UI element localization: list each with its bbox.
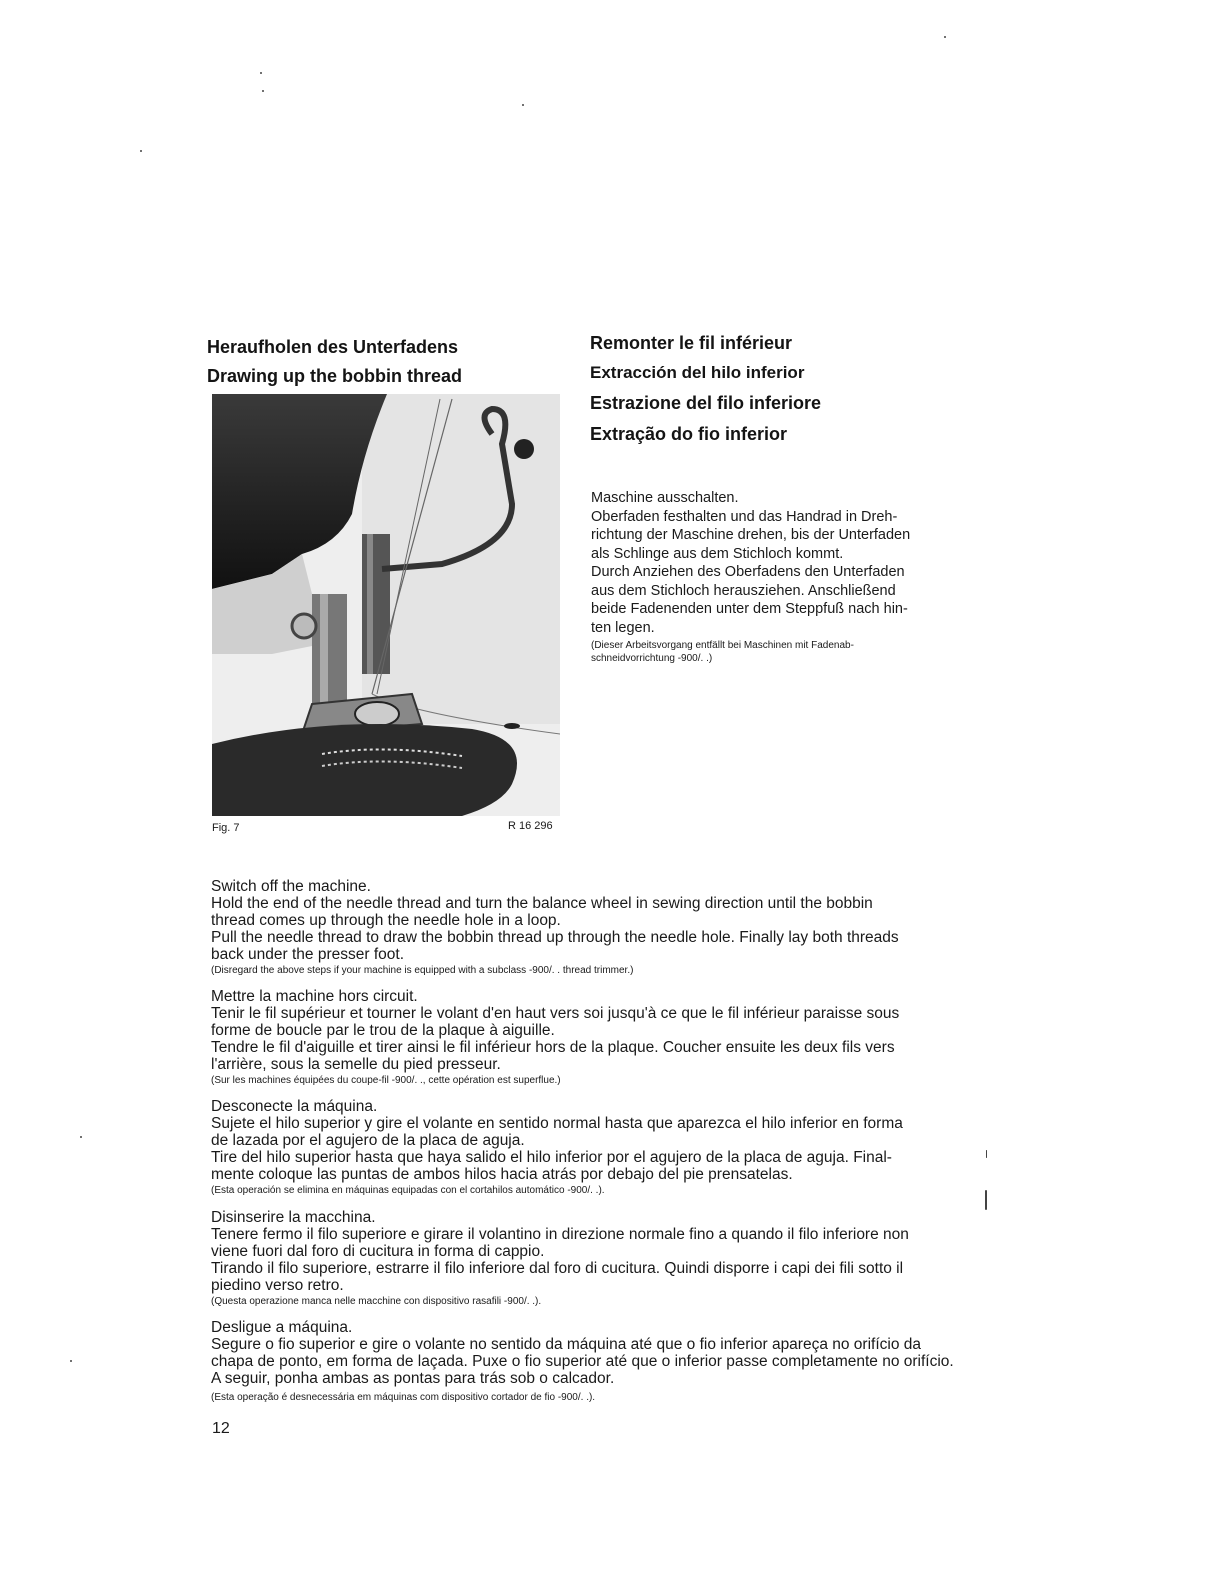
italian-line: Disinserire la macchina. — [211, 1209, 376, 1226]
heading-portuguese: Extração do fio inferior — [590, 424, 788, 444]
french-line: l'arrière, sous la semelle du pied presseur. — [211, 1056, 501, 1073]
scan-speck — [140, 150, 142, 152]
heading-english: Drawing up the bobbin thread — [207, 366, 462, 386]
portuguese-note: (Esta operação é desnecessária em máquinas com dispositivo cortador de fio -900/. .). — [211, 1392, 596, 1403]
english-instructions — [211, 878, 971, 977]
figure-reference: R 16 296 — [508, 820, 553, 832]
german-line: Maschine ausschalten. — [591, 490, 739, 506]
heading-french: Remonter le fil inférieur — [590, 333, 793, 353]
english-line: back under the presser foot. — [211, 946, 405, 963]
portuguese-instructions — [211, 1319, 971, 1404]
french-line: Tendre le fil d'aiguille et tirer ainsi le fil inférieur hors de la plaque. Coucher ensuite les deux fils vers — [211, 1039, 895, 1056]
spanish-line: Sujete el hilo superior y gire el volante en sentido normal hasta que aparezca el hilo inferior en forma — [211, 1115, 903, 1132]
figure-caption: Fig. 7 — [212, 822, 240, 834]
german-line: aus dem Stichloch herausziehen. Anschließend — [591, 582, 896, 599]
english-note: (Disregard the above steps if your machine is equipped with a subclass -900/. . thread trimmer.) — [211, 965, 634, 976]
german-line: richtung der Maschine drehen, bis der Unterfaden — [591, 527, 911, 543]
scan-speck — [944, 36, 946, 38]
german-line: beide Fadenenden unter dem Steppfuß nach hin- — [591, 601, 908, 617]
figure-photo — [212, 394, 560, 816]
german-note: schneidvorrichtung -900/. .) — [591, 652, 713, 664]
french-line: Tenir le fil supérieur et tourner le volant d'en haut vers soi jusqu'à ce que le fil inférieur paraisse sous — [211, 1005, 900, 1022]
sewing-machine-illustration — [212, 394, 560, 816]
portuguese-line: chapa de ponto, em forma de laçada. Puxe o fio superior até que o inferior passe completamente no orifício. — [211, 1353, 954, 1370]
portuguese-line: Segure o fio superior e gire o volante no sentido da máquina até que o fio inferior apareça no orifício da — [211, 1336, 922, 1353]
italian-line: viene fuori dal foro di cucitura in forma di cappio. — [211, 1243, 545, 1260]
italian-note: (Questa operazione manca nelle macchine con dispositivo rasafili -900/. .). — [211, 1296, 542, 1307]
french-line: Mettre la machine hors circuit. — [211, 988, 418, 1005]
french-instructions — [211, 988, 971, 1087]
scan-speck — [260, 72, 262, 74]
french-line: forme de boucle par le trou de la plaque à aiguille. — [211, 1022, 555, 1039]
spanish-line: mente coloque las puntas de ambos hilos hacia atrás por debajo del pie prensatelas. — [211, 1166, 793, 1183]
english-line: thread comes up through the needle hole in a loop. — [211, 912, 561, 929]
spanish-line: de lazada por el agujero de la placa de aguja. — [211, 1132, 525, 1149]
english-line: Pull the needle thread to draw the bobbin thread up through the needle hole. Finally lay both threads — [211, 929, 899, 946]
spanish-note: (Esta operación se elimina en máquinas equipadas con el cortahilos automático -900/. .). — [211, 1185, 605, 1196]
spanish-line: Desconecte la máquina. — [211, 1098, 378, 1115]
scan-speck — [262, 90, 264, 92]
portuguese-line: A seguir, ponha ambas as pontas para trás sob o calcador. — [211, 1370, 615, 1387]
heading-german: Heraufholen des Unterfadens — [207, 337, 459, 357]
german-note: (Dieser Arbeitsvorgang entfällt bei Maschinen mit Fadenab- — [591, 640, 854, 651]
scan-speck — [985, 1190, 987, 1210]
italian-instructions — [211, 1209, 971, 1308]
spanish-line: Tire del hilo superior hasta que haya salido el hilo inferior por el agujero de la placa de aguja. Final- — [211, 1149, 892, 1166]
german-line: ten legen. — [591, 619, 655, 636]
page-number: 12 — [212, 1420, 230, 1437]
scan-speck — [80, 1136, 82, 1138]
scan-speck — [522, 104, 524, 106]
french-note: (Sur les machines équipées du coupe-fil -900/. ., cette opération est superflue.) — [211, 1075, 561, 1086]
italian-line: Tenere fermo il filo superiore e girare il volantino in direzione normale fino a quando il filo inferiore non — [211, 1226, 909, 1243]
german-line: Durch Anziehen des Oberfadens den Unterfaden — [591, 564, 905, 580]
german-line: als Schlinge aus dem Stichloch kommt. — [591, 545, 844, 562]
german-line: Oberfaden festhalten und das Handrad in Dreh- — [591, 508, 898, 525]
scan-speck — [986, 1150, 987, 1158]
heading-spanish: Extracción del hilo inferior — [590, 363, 805, 382]
italian-line: piedino verso retro. — [211, 1277, 344, 1294]
heading-italian: Estrazione del filo inferiore — [590, 393, 822, 413]
german-instructions — [591, 489, 951, 665]
portuguese-line: Desligue a máquina. — [211, 1319, 353, 1336]
english-line: Hold the end of the needle thread and turn the balance wheel in sewing direction until the bobbin — [211, 895, 873, 912]
spanish-instructions — [211, 1098, 971, 1197]
italian-line: Tirando il filo superiore, estrarre il filo inferiore dal foro di cucitura. Quindi disporre i capi dei fili sotto il — [211, 1260, 904, 1277]
scan-speck — [70, 1360, 72, 1362]
english-line: Switch off the machine. — [211, 878, 371, 895]
